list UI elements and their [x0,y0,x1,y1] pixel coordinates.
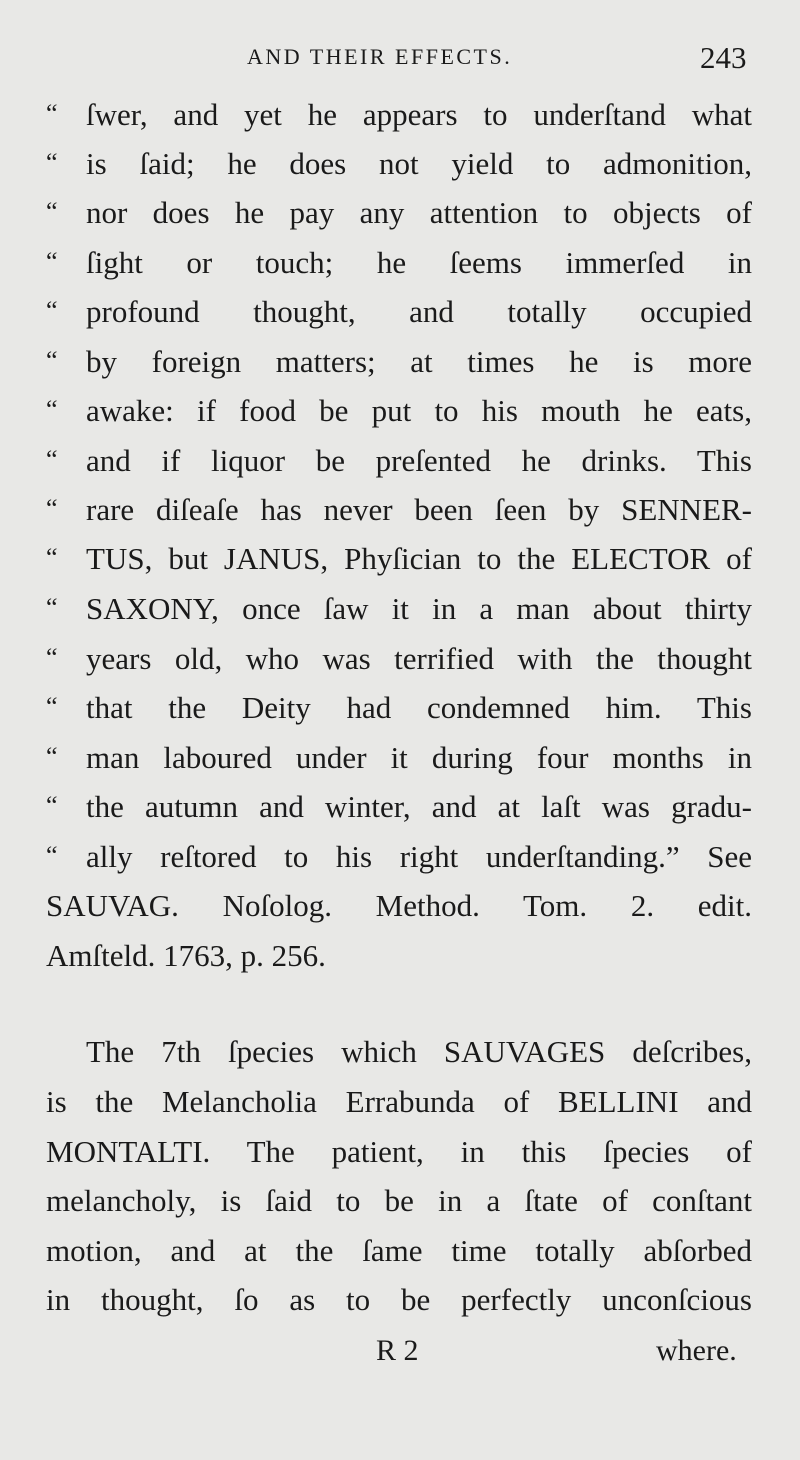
paragraph-line [0,1233,800,1281]
quoted-line-text: the autumn and winter, and at laſt was gradu- [86,789,752,824]
quote-mark: “ [46,742,58,771]
quote-mark: “ [46,346,58,375]
quote-mark: “ [46,494,58,523]
quoted-line [0,294,800,342]
quote-mark: “ [46,296,58,325]
quote-mark: “ [46,99,58,128]
citation-line-text: SAUVAG. Noſolog. Method. Tom. 2. edit. [46,888,752,923]
quoted-line [0,839,800,887]
page-number: 243 [700,40,747,75]
quote-mark: “ [46,791,58,820]
page-header [0,40,800,80]
quoted-line [0,541,800,589]
citation-line [0,888,800,936]
quoted-line [0,146,800,194]
quoted-line-text: ally reſtored to his right underſtanding.” See [86,839,752,874]
paragraph-line [0,1084,800,1132]
paragraph-line-text: MONTALTI. The patient, in this ſpecies of [46,1134,752,1169]
quoted-line [0,344,800,392]
quoted-line-text: TUS, but JANUS, Phyſician to the ELECTOR of [86,541,752,576]
quoted-line [0,245,800,293]
quote-mark: “ [46,543,58,572]
quoted-line [0,591,800,639]
quoted-line [0,690,800,738]
paragraph-line-text: in thought, ſo as to be perfectly unconſcious [46,1282,752,1317]
quoted-line-text: man laboured under it during four months in [86,740,752,775]
quote-mark: “ [46,692,58,721]
quoted-line [0,740,800,788]
citation-line [0,938,800,986]
paragraph-line [0,1034,800,1082]
quoted-line-text: by foreign matters; at times he is more [86,344,752,379]
page-footer [0,1334,800,1374]
quoted-line [0,789,800,837]
paragraph-line [0,1282,800,1330]
quoted-line [0,195,800,243]
quoted-line-text: ſwer, and yet he appears to underſtand what [86,97,752,132]
quoted-line-text: ſight or touch; he ſeems immerſed in [86,245,752,280]
citation-line-text: Amſteld. 1763, p. 256. [46,938,326,973]
paragraph-line-text: melancholy, is ſaid to be in a ſtate of conſtant [46,1183,752,1218]
quote-mark: “ [46,841,58,870]
running-head: AND THEIR EFFECTS. [247,44,513,69]
quoted-line-text: and if liquor be preſented he drinks. This [86,443,752,478]
quote-mark: “ [46,395,58,424]
quoted-line-text: that the Deity had condemned him. This [86,690,752,725]
paragraph-line-text: is the Melancholia Errabunda of BELLINI and [46,1084,752,1119]
paragraph-line [0,1183,800,1231]
quoted-line [0,492,800,540]
paragraph-line-text: The 7th ſpecies which SAUVAGES deſcribes, [86,1034,752,1069]
quoted-line-text: nor does he pay any attention to objects of [86,195,752,230]
paragraph-line [0,1134,800,1182]
quote-mark: “ [46,148,58,177]
quote-mark: “ [46,643,58,672]
quoted-line [0,641,800,689]
quoted-line-text: awake: if food be put to his mouth he eats, [86,393,752,428]
quoted-line-text: SAXONY, once ſaw it in a man about thirty [86,591,752,626]
quoted-line [0,443,800,491]
quoted-line-text: profound thought, and totally occupied [86,294,752,329]
quote-mark: “ [46,247,58,276]
quoted-line-text: rare diſeaſe has never been ſeen by SENNER- [86,492,752,527]
paragraph-line-text: motion, and at the ſame time totally abſorbed [46,1233,752,1268]
quote-mark: “ [46,445,58,474]
quote-mark: “ [46,593,58,622]
signature-mark: R 2 [376,1334,419,1367]
catchword: where. [656,1334,737,1367]
quoted-line-text: years old, who was terrified with the thought [86,641,752,676]
quoted-line [0,97,800,145]
quoted-line [0,393,800,441]
quoted-line-text: is ſaid; he does not yield to admonition, [86,146,752,181]
quote-mark: “ [46,197,58,226]
